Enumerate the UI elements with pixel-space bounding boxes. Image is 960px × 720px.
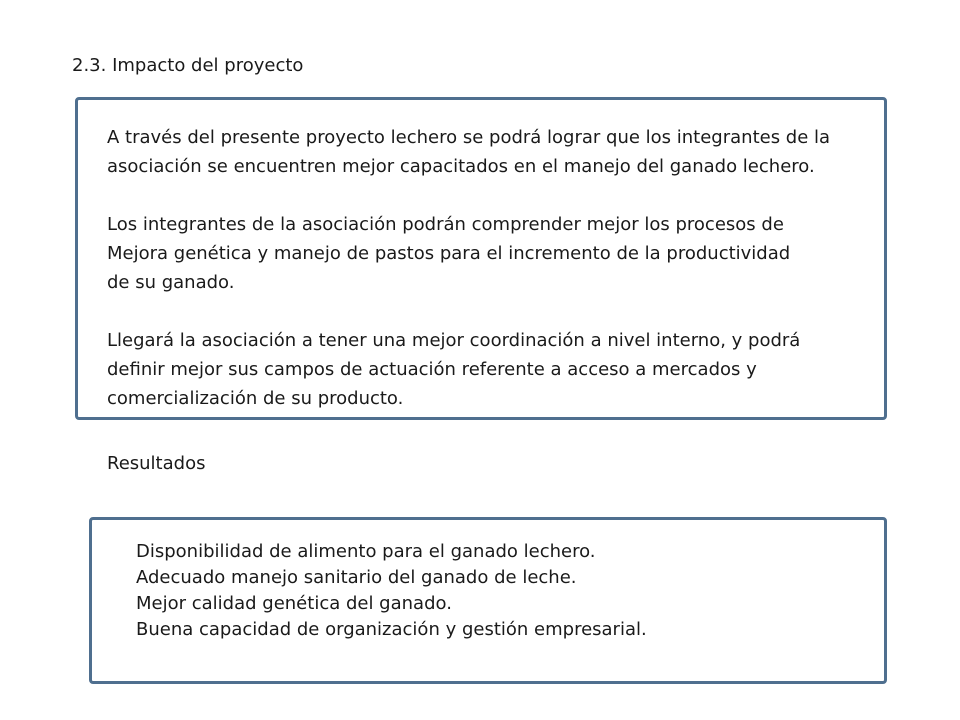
impact-paragraph-1 [107, 123, 830, 181]
impact-paragraph-2-line-1: Los integrantes de la asociación podrán comprender mejor los procesos de [107, 214, 784, 235]
results-heading: Resultados [107, 453, 206, 474]
results-list [136, 539, 647, 643]
results-item: Mejor calidad genética del ganado. [136, 593, 452, 614]
impact-paragraph-3 [107, 326, 800, 413]
results-item: Buena capacidad de organización y gestión empresarial. [136, 619, 647, 640]
impact-paragraph-1-line-2: asociación se encuentren mejor capacitados en el manejo del ganado lechero. [107, 156, 815, 177]
impact-paragraph-3-line-3: comercialización de su producto. [107, 388, 404, 409]
impact-paragraph-3-line-1: Llegará la asociación a tener una mejor coordinación a nivel interno, y podrá [107, 330, 801, 351]
impact-paragraph-2-line-3: de su ganado. [107, 272, 235, 293]
impact-paragraph-2-line-2: Mejora genética y manejo de pastos para el incremento de la productividad [107, 243, 791, 264]
results-item: Disponibilidad de alimento para el ganado lechero. [136, 541, 596, 562]
section-title: 2.3. Impacto del proyecto [72, 55, 304, 76]
impact-paragraph-1-line-1: A través del presente proyecto lechero se podrá lograr que los integrantes de la [107, 127, 831, 148]
impact-paragraph-2 [107, 210, 790, 297]
impact-paragraph-3-line-2: definir mejor sus campos de actuación referente a acceso a mercados y [107, 359, 757, 380]
results-item: Adecuado manejo sanitario del ganado de leche. [136, 567, 577, 588]
